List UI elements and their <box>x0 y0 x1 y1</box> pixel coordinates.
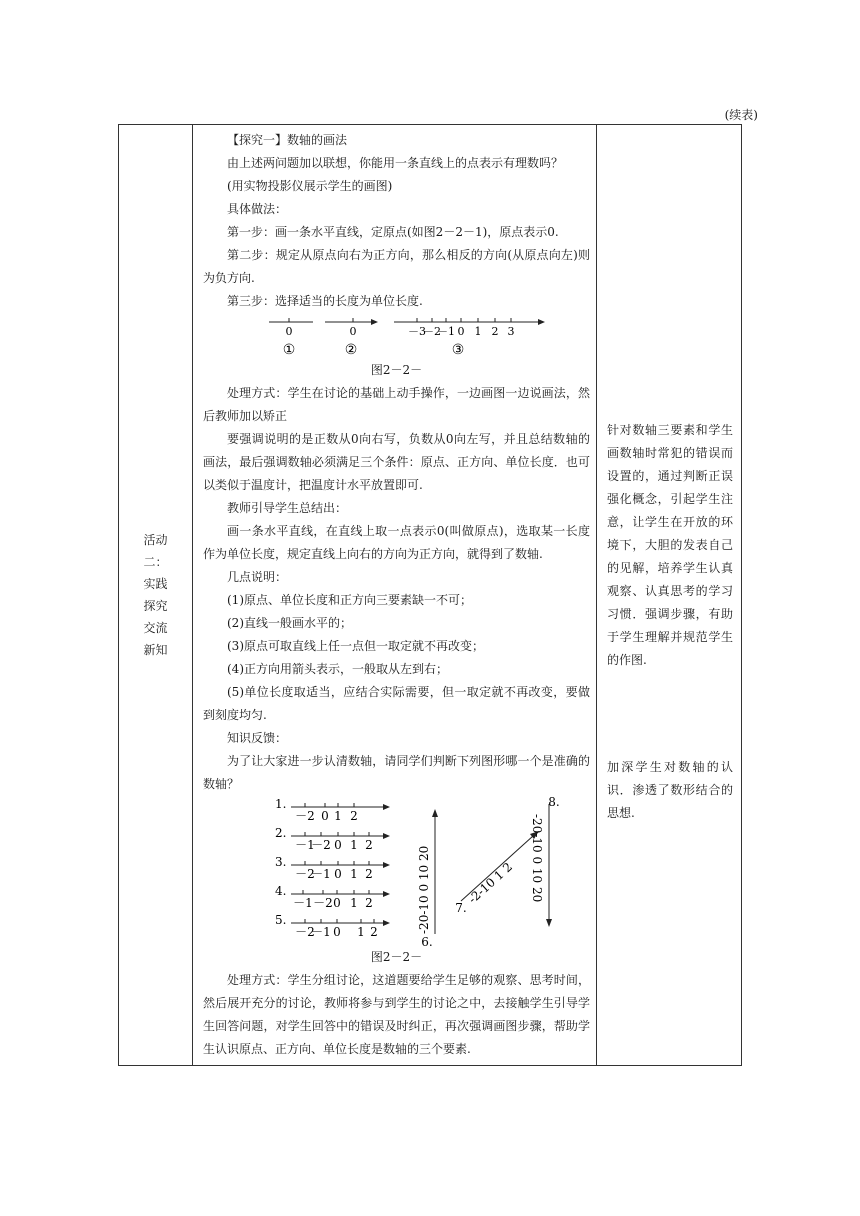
paragraph: 第二步：规定从原点向右为正方向，那么相反的方向(从原点向左)则为负方向. <box>203 248 590 285</box>
design-intent-cell <box>597 125 742 1066</box>
content-cell <box>193 125 597 1066</box>
lesson-table <box>118 124 742 1066</box>
stage-cell <box>119 125 193 1066</box>
paragraph: (5)单位长度取适当，应结合实际需要，但一取定就不再改变，要做到刻度均匀. <box>203 685 590 722</box>
tick-label: 0 <box>349 325 357 338</box>
tick-label: 1 <box>350 867 358 881</box>
tick-label: 0 <box>333 925 341 939</box>
paragraph: 要强调说明的是正数从0向右写，负数从0向左写，并且总结数轴的画法，最后强调数轴必须满足三个条件：原点、正方向、单位长度．也可以类似于温度计，把温度计水平放置即可. <box>203 432 590 492</box>
tick-label: 0 <box>321 809 329 823</box>
arrow-head <box>383 862 390 868</box>
arrow-head <box>383 833 390 839</box>
figure-caption: 图2－2－ <box>370 363 423 377</box>
paragraph: (3)原点可取直线上任一点但一取定就不再改变； <box>227 639 484 653</box>
arrow-head <box>546 919 552 927</box>
paragraph: (用实物投影仪展示学生的画图) <box>227 179 393 193</box>
tick-label: －2 <box>313 896 333 910</box>
axis-label: -20-10 0 10 20 <box>530 814 544 903</box>
paragraph: 处理方式：学生在讨论的基础上动手操作，一边画图一边说画法，然后教师加以矫正 <box>203 386 590 423</box>
arrow-head <box>383 920 390 926</box>
tick-label: 2 <box>365 838 373 852</box>
axis-number: 2. <box>275 826 287 840</box>
stage-line: 探究 <box>143 599 168 613</box>
axis-label: -2-10 1 2 <box>465 859 516 907</box>
paragraph: 几点说明： <box>227 570 288 584</box>
tick-label: 2 <box>370 925 378 939</box>
tick-label: 0 <box>333 896 341 910</box>
arrow-head <box>432 809 438 817</box>
paragraph: (4)正方向用箭头表示，一般取从左到右； <box>227 662 448 676</box>
axis-number: 6. <box>421 935 433 946</box>
tick-label: －2 <box>295 809 315 823</box>
arrow-head <box>383 891 390 897</box>
tick-label: 2 <box>350 809 358 823</box>
tick-label: 1 <box>357 925 365 939</box>
axis-number: 3. <box>275 855 287 869</box>
paragraph: (1)原点、单位长度和正方向三要素缺一不可； <box>227 593 472 607</box>
paragraph: 第一步：画一条水平直线，定原点(如图2－2－1)，原点表示0. <box>227 225 559 239</box>
tick-label: －1 <box>295 838 315 852</box>
axis-label: -20-10 0 10 20 <box>417 845 431 934</box>
section-title: 数轴的画法 <box>287 133 348 147</box>
tick-label: 1 <box>350 838 358 852</box>
figure-number-line-steps <box>203 313 590 359</box>
tick-label: 2 <box>365 867 373 881</box>
tick-label: －1 <box>311 925 331 939</box>
tick-label: －3 <box>408 325 426 338</box>
tick-label: －2 <box>311 838 331 852</box>
design-note: 加深学生对数轴的认识．渗透了数形结合的思想. <box>607 760 733 820</box>
axis-number: 7. <box>455 901 467 915</box>
tick-label: 3 <box>507 325 515 338</box>
tick-label: 0 <box>334 838 342 852</box>
stage-line: 实践 <box>143 577 168 591</box>
tick-label: 0 <box>285 325 293 338</box>
paragraph: 由上述两问题加以联想，你能用一条直线上的点表示有理数吗？ <box>227 156 564 170</box>
continued-label: (续表) <box>724 108 758 122</box>
tick-label: 0 <box>457 325 465 338</box>
paragraph: 具体做法： <box>227 202 288 216</box>
axis-number: 5. <box>275 913 287 927</box>
stage-line: 新知 <box>143 643 168 657</box>
tick-label: －2 <box>423 325 441 338</box>
tick-label: 1 <box>474 325 482 338</box>
stage-label <box>119 529 192 661</box>
axis-number: 4. <box>275 884 287 898</box>
tick-label: 1 <box>350 896 358 910</box>
arrow-head <box>383 804 390 810</box>
content-body <box>193 125 596 1065</box>
tick-label: －1 <box>311 867 331 881</box>
axis-number: 1. <box>275 797 287 811</box>
figure-label: ② <box>344 342 358 358</box>
tick-label: 0 <box>334 867 342 881</box>
paragraph: 知识反馈： <box>227 731 288 745</box>
stage-line: 二： <box>143 555 168 569</box>
tick-label: 1 <box>334 809 342 823</box>
paragraph: 教师引导学生总结出： <box>227 501 348 515</box>
arrow-head <box>371 319 378 325</box>
lesson-row <box>119 125 742 1066</box>
arrow-head <box>538 319 545 325</box>
figure-label: ① <box>282 342 296 358</box>
figure-caption: 图2－2－ <box>370 950 423 964</box>
tick-label: 2 <box>365 896 373 910</box>
tick-label: －2 <box>295 867 315 881</box>
tick-label: －1 <box>293 896 313 910</box>
axis-number: 8. <box>548 796 560 809</box>
tick-label: －1 <box>437 325 455 338</box>
paragraph: 处理方式：学生分组讨论，这道题要给学生足够的观察、思考时间，然后展开充分的讨论，教师将参与到学生的讨论之中，去接触学生引导学生回答问题，对学生回答中的错误及时纠正，再次强调画图步骤，帮助学生认识原点、正方向、单位长度是数轴的三个要素. <box>203 973 590 1056</box>
design-notes <box>597 419 741 825</box>
stage-line: 交流 <box>143 621 168 635</box>
section-heading <box>203 129 590 152</box>
section-tag: 【探究一】 <box>227 133 288 147</box>
paragraph: 第三步：选择适当的长度为单位长度. <box>227 294 423 308</box>
figure-axis-judgement <box>203 796 590 946</box>
design-note: 针对数轴三要素和学生画数轴时常犯的错误而设置的，通过判断正误强化概念，引起学生注意，让学生在开放的环境下，大胆的发表自己的见解，培养学生认真观察、认真思考的学习习惯．强调步骤，有助于学生理解并规范学生的作图. <box>607 423 733 667</box>
paragraph: 为了让大家进一步认清数轴，请同学们判断下列图形哪一个是准确的数轴？ <box>203 754 590 791</box>
paragraph: 画一条水平直线，在直线上取一点表示0(叫做原点)，选取某一长度作为单位长度，规定直线上向右的方向为正方向，就得到了数轴. <box>203 524 590 561</box>
figure-label: ③ <box>451 342 465 358</box>
tick-label: 2 <box>491 325 499 338</box>
paragraph: (2)直线一般画水平的； <box>227 616 352 630</box>
stage-line: 活动 <box>143 533 168 547</box>
tick-label: －2 <box>295 925 315 939</box>
